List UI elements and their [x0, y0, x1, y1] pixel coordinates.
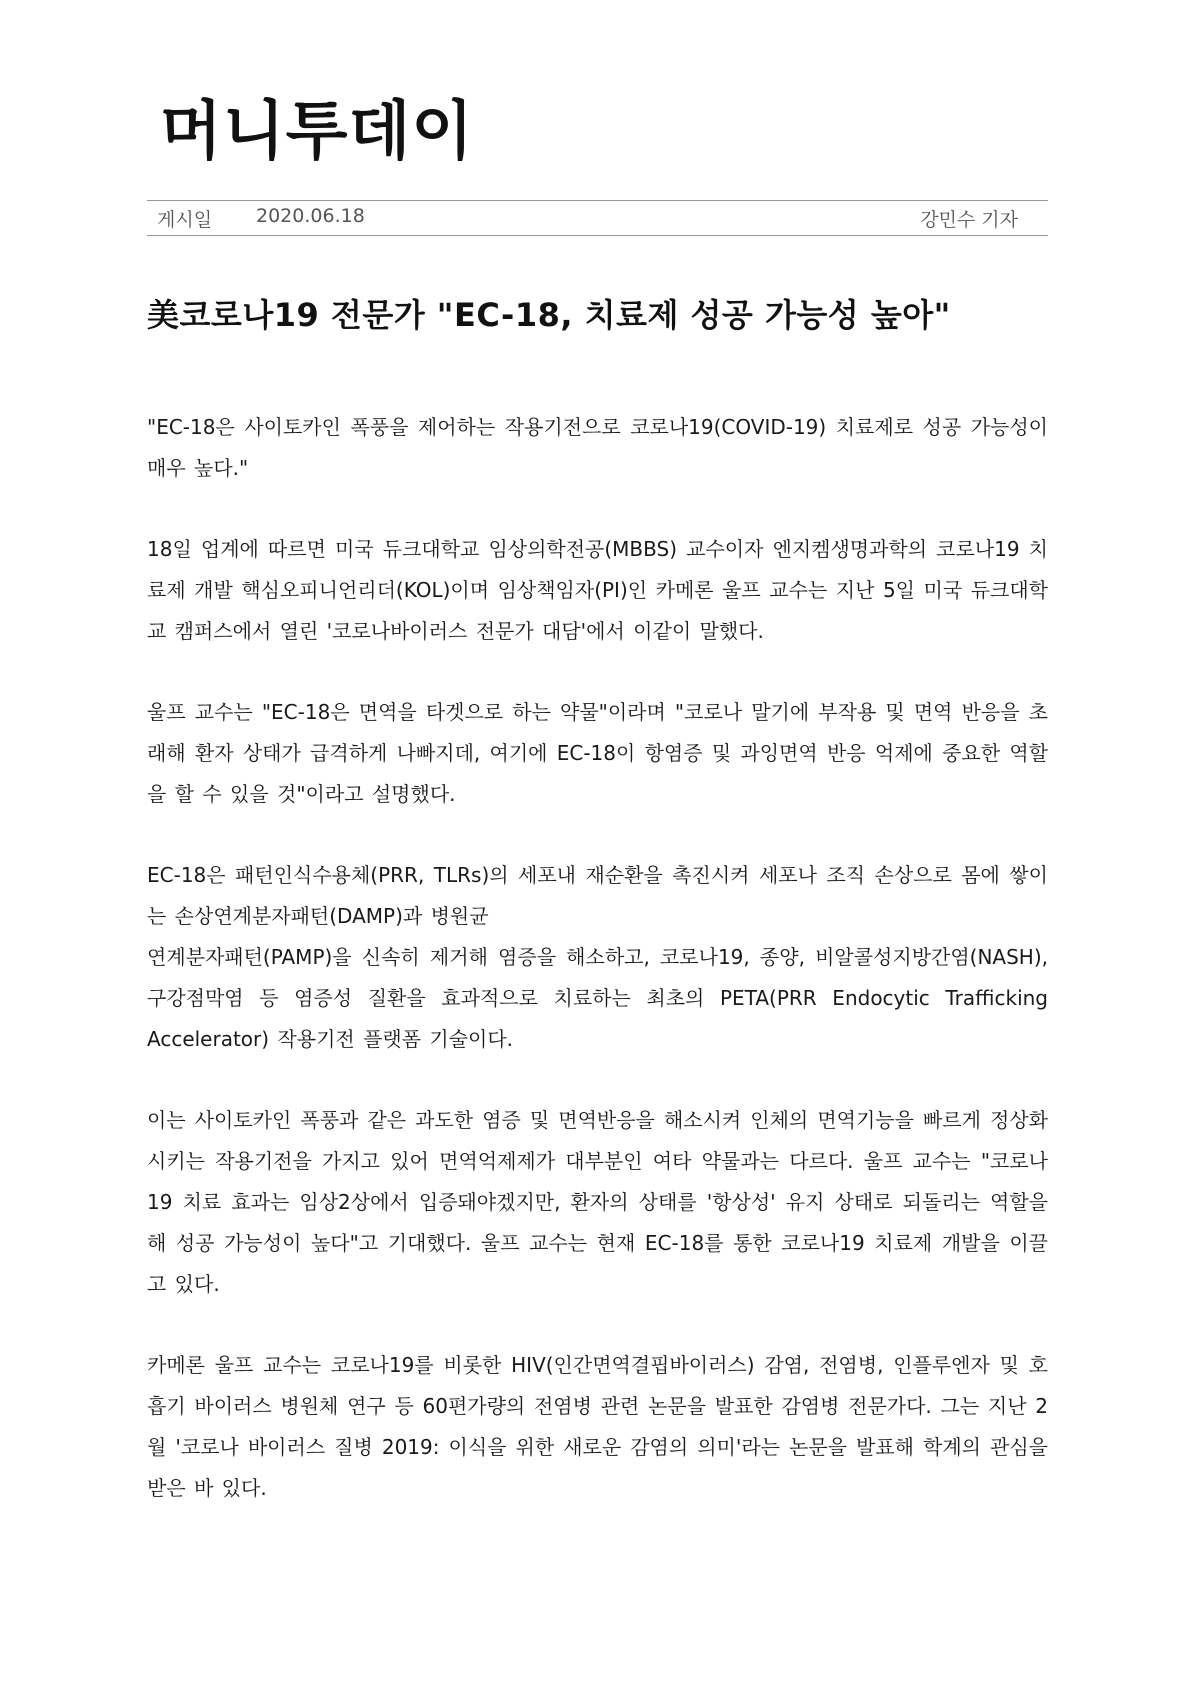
- article-paragraph: EC-18은 패턴인식수용체(PRR, TLRs)의 세포내 재순환을 촉진시켜 세포나 조직 손상으로 몸에 쌓이는 손상연계분자패턴(DAMP)과 병원균: [147, 863, 1048, 928]
- masthead-logo: 머니투데이: [160, 95, 475, 169]
- article-body: [147, 407, 1048, 1549]
- article-paragraph: 이는 사이토카인 폭풍과 같은 과도한 염증 및 면역반응을 해소시켜 인체의 면역기능을 빠르게 정상화 시키는 작용기전을 가지고 있어 면역억제제가 대부분인 여타 약물과는 다르다. 울프 교수는 "코로나19 치료 효과는 임상2상에서 입증돼야겠지만, 환자의 상태를 '항상성' 유지 상태로 되돌리는 역할을 해 성공 가능성이 높다"고 기대했다. 울프 교수는 현재 EC-18를 통한 코로나19 치료제 개발을 이끌고 있다.: [147, 1108, 1048, 1296]
- article-headline: 美코로나19 전문가 "EC-18, 치료제 성공 가능성 높아": [147, 296, 951, 335]
- article-paragraph: 카메론 울프 교수는 코로나19를 비롯한 HIV(인간면역결핍바이러스) 감염, 전염병, 인플루엔자 및 호흡기 바이러스 병원체 연구 등 60편가량의 전염병 관련 논문을 발표한 감염병 전문가다. 그는 지난 2월 '코로나 바이러스 질병 2019: 이식을 위한 새로운 감염의 의미'라는 논문을 발표해 학계의 관심을 받은 바 있다.: [147, 1353, 1048, 1500]
- posted-label: 게시일: [157, 209, 213, 231]
- article-meta-bar: [147, 200, 1048, 236]
- article-paragraph: "EC-18은 사이토카인 폭풍을 제어하는 작용기전으로 코로나19(COVID-19) 치료제로 성공 가능성이 매우 높다.": [147, 415, 1048, 480]
- article-paragraph: 연계분자패턴(PAMP)을 신속히 제거해 염증을 해소하고, 코로나19, 종양, 비알콜성지방간염(NASH), 구강점막염 등 염증성 질환을 효과적으로 치료하는 최초의 PETA(PRR Endocytic Trafficking Accelerator) 작용기전 플랫폼 기술이다.: [147, 945, 1048, 1051]
- article-paragraph: 울프 교수는 "EC-18은 면역을 타겟으로 하는 약물"이라며 "코로나 말기에 부작용 및 면역 반응을 초래해 환자 상태가 급격하게 나빠지데, 여기에 EC-18이 항염증 및 과잉면역 반응 억제에 중요한 역할을 할 수 있을 것"이라고 설명했다.: [147, 700, 1048, 806]
- article-paragraph: 18일 업계에 따르면 미국 듀크대학교 임상의학전공(MBBS) 교수이자 엔지켐생명과학의 코로나19 치료제 개발 핵심오피니언리더(KOL)이며 임상책임자(PI)인 카메론 울프 교수는 지난 5일 미국 듀크대학교 캠퍼스에서 열린 '코로나바이러스 전문가 대담'에서 이같이 말했다.: [147, 537, 1048, 643]
- reporter-byline: 강민수 기자: [920, 209, 1018, 231]
- posted-date: 2020.06.18: [256, 205, 365, 227]
